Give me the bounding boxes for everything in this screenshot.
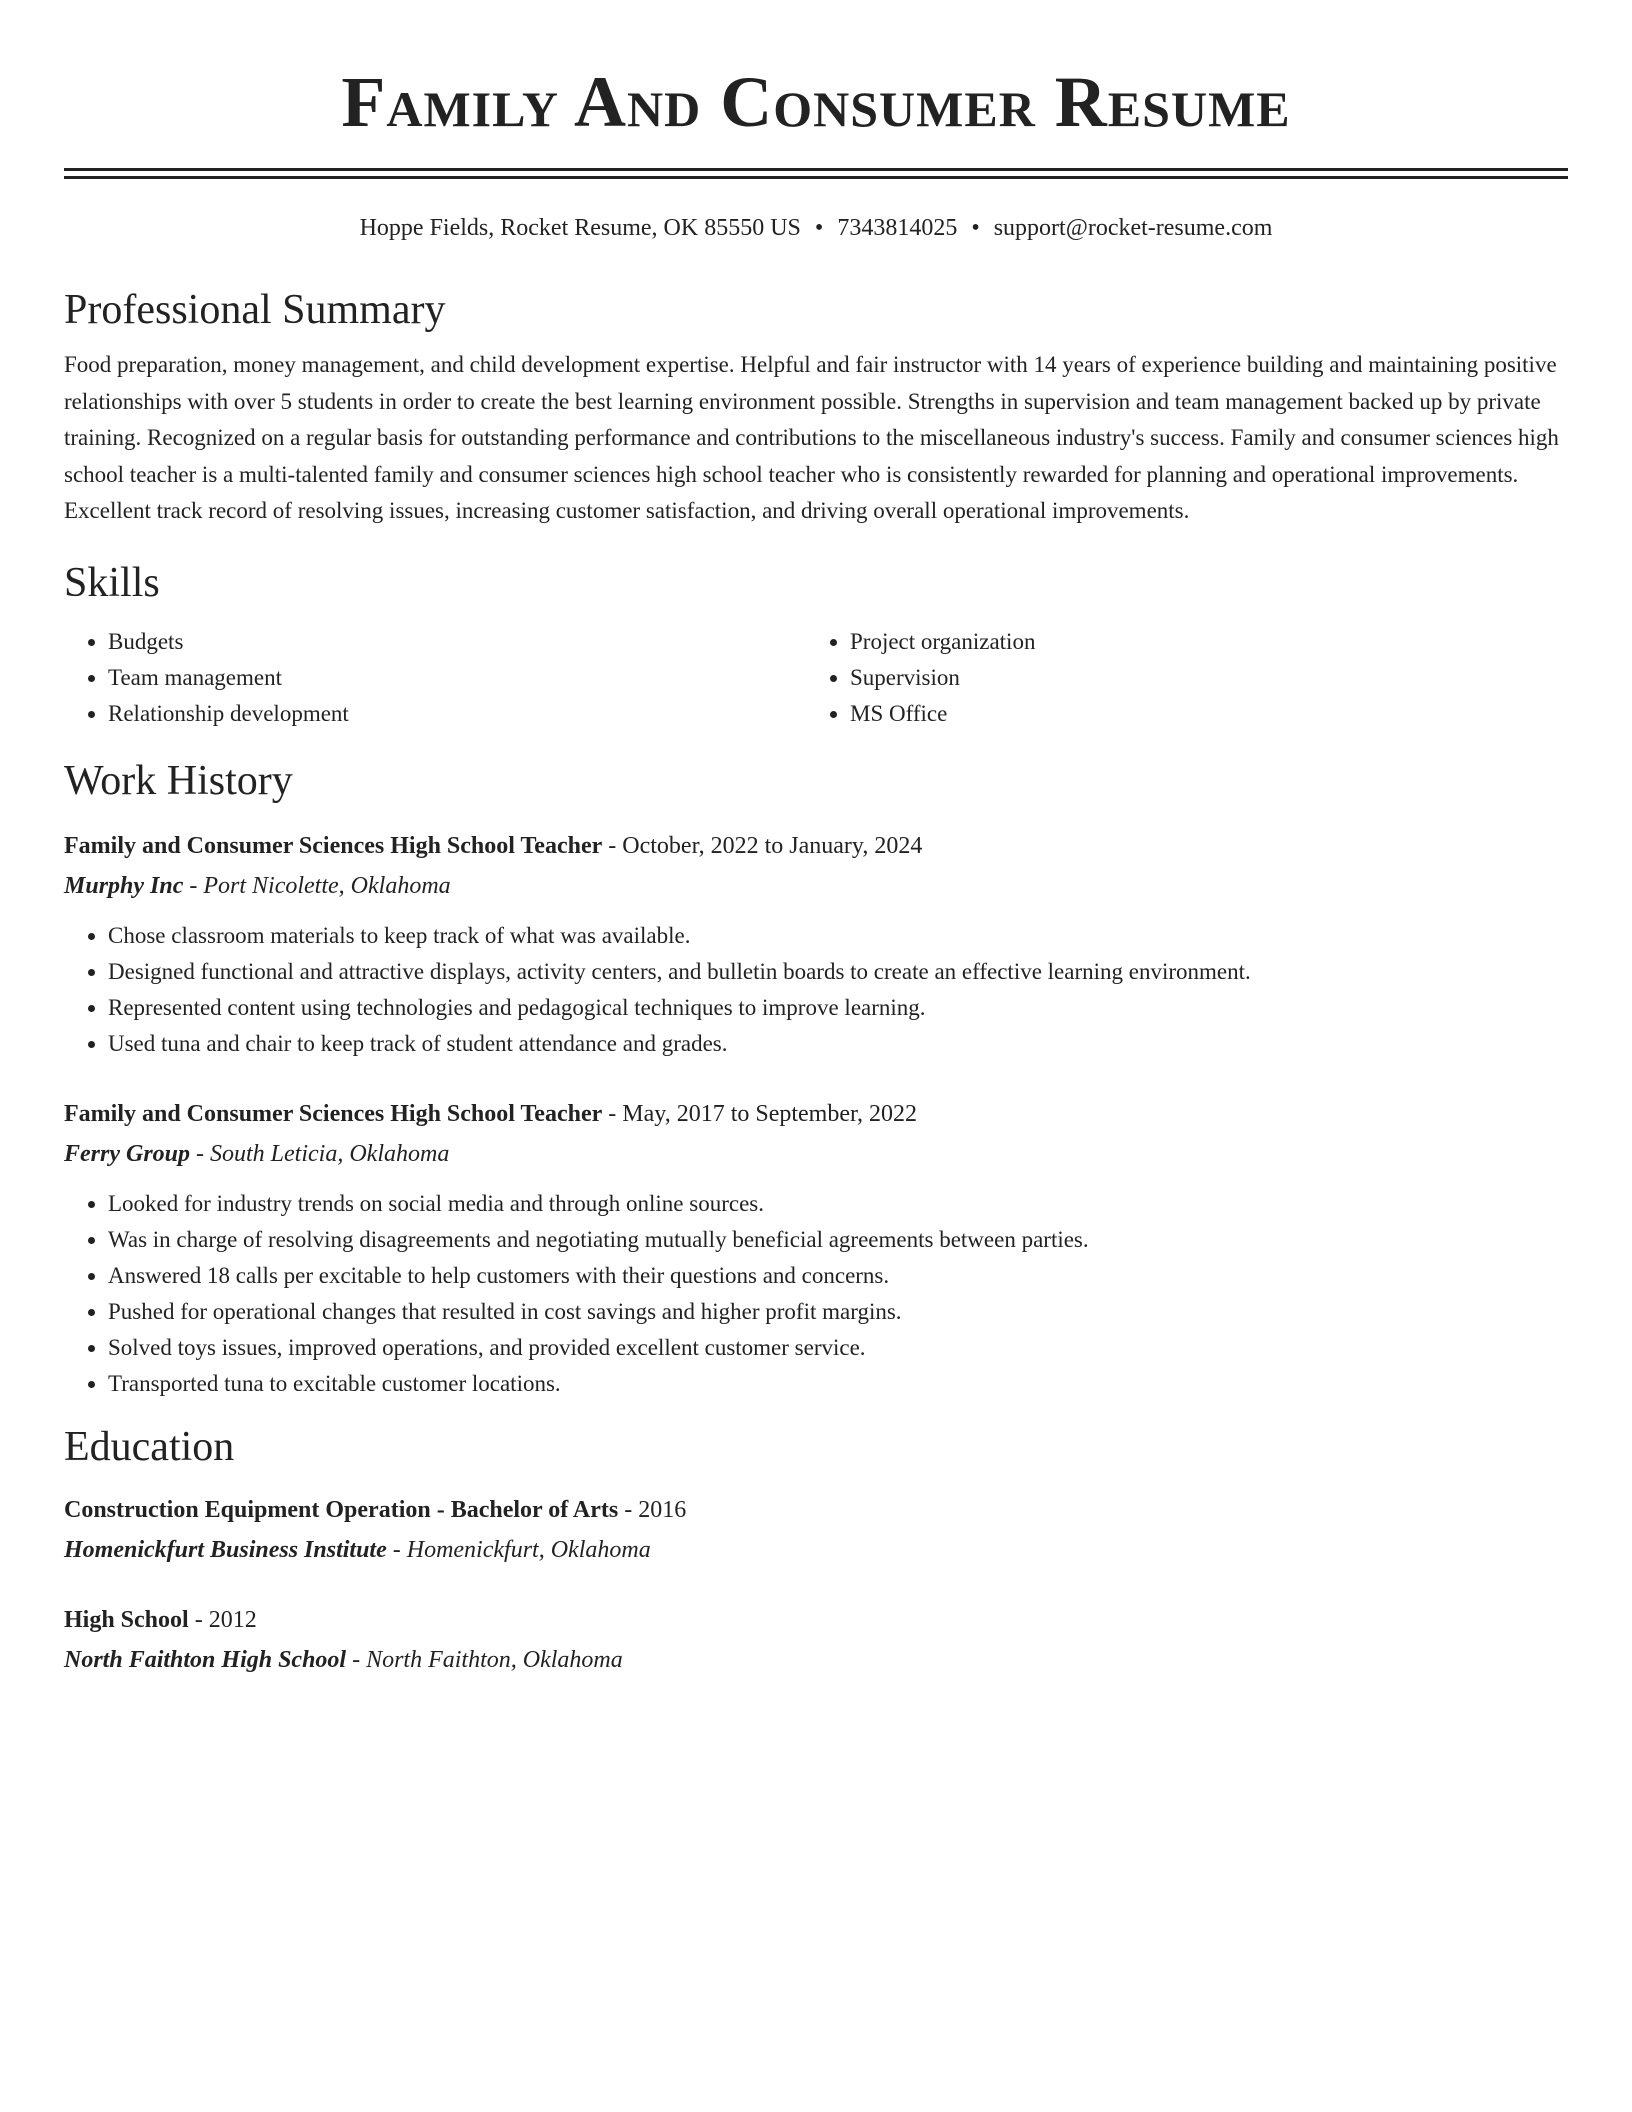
title-divider-top: [64, 168, 1568, 171]
contact-line: [64, 213, 1568, 243]
employer-line: [64, 866, 1568, 906]
job-duty: • Designed functional and attractive displays, activity centers, and bulletin boards to create an effective learning environment.: [108, 954, 1568, 990]
job-title: Family and Consumer Sciences High School Teacher: [64, 1100, 603, 1127]
skill-item: • Team management: [108, 660, 806, 696]
job-title-line: [64, 826, 1568, 866]
job-duties: [64, 1186, 1568, 1402]
job-duty: • Chose classroom materials to keep track of what was available.: [108, 918, 1568, 954]
education-entry: [64, 1600, 1568, 1680]
job-duty: • Answered 18 calls per excitable to help customers with their questions and concerns.: [108, 1258, 1568, 1294]
skills-heading: Skills: [64, 559, 160, 606]
resume-page: [64, 0, 1568, 1680]
employer-location: - Port Nicolette, Oklahoma: [183, 872, 451, 899]
employer-name: Murphy Inc: [64, 872, 184, 899]
skills-list: [64, 624, 1568, 732]
degree-line: [64, 1490, 1568, 1530]
degree-year: - 2012: [188, 1606, 257, 1633]
title-divider-bottom: [64, 176, 1568, 179]
job-duty: • Pushed for operational changes that resulted in cost savings and higher profit margins.: [108, 1294, 1568, 1330]
resume-title: Family And Consumer Resume: [341, 62, 1291, 142]
contact-address: Hoppe Fields, Rocket Resume, OK 85550 US: [359, 215, 801, 241]
school-line: [64, 1640, 1568, 1680]
degree-name: Construction Equipment Operation - Bachelor of Arts: [64, 1496, 619, 1523]
school-name: North Faithton High School: [64, 1646, 347, 1673]
job-dates: - October, 2022 to January, 2024: [602, 832, 923, 859]
degree-line: [64, 1600, 1568, 1640]
contact-separator: •: [814, 215, 824, 241]
job-duty: • Transported tuna to excitable customer locations.: [108, 1366, 1568, 1402]
skills-column-right: [806, 624, 1548, 732]
skill-item: • MS Office: [850, 696, 1548, 732]
summary-text: Food preparation, money management, and child development expertise. Helpful and fair instructor with 14 years of experience building and maintaining positive relationships with over 5 students in order to create the best learning environment possible. Strengths in supervision and team management backed up by private training. Recognized on a regular basis for outstanding performance and contributions to the miscellaneous industry's success. Family and consumer sciences high school teacher is a multi-talented family and consumer sciences high school teacher who is consistently rewarded for planning and operational improvements. Excellent track record of resolving issues, increasing customer satisfaction, and driving overall operational improvements.: [64, 352, 1559, 523]
school-name: Homenickfurt Business Institute: [64, 1536, 387, 1563]
job-dates: - May, 2017 to September, 2022: [602, 1100, 918, 1127]
job-duty: • Represented content using technologies and pedagogical techniques to improve learning.: [108, 990, 1568, 1026]
employer-line: [64, 1134, 1568, 1174]
contact-email: support@rocket-resume.com: [993, 215, 1273, 241]
job-entry: [64, 826, 1568, 1062]
education-entry: [64, 1490, 1568, 1570]
skill-item: • Project organization: [850, 624, 1548, 660]
employer-location: - South Leticia, Oklahoma: [190, 1140, 450, 1167]
skills-column-left: [64, 624, 806, 732]
job-duty: • Solved toys issues, improved operations, and provided excellent customer service.: [108, 1330, 1568, 1366]
job-entry: [64, 1094, 1568, 1402]
job-title-line: [64, 1094, 1568, 1134]
skill-item: • Relationship development: [108, 696, 806, 732]
work-history-heading: Work History: [64, 757, 293, 804]
degree-name: High School: [64, 1606, 189, 1633]
job-title: Family and Consumer Sciences High School Teacher: [64, 832, 603, 859]
job-duty: • Used tuna and chair to keep track of student attendance and grades.: [108, 1026, 1568, 1062]
skill-item: • Supervision: [850, 660, 1548, 696]
skill-item: • Budgets: [108, 624, 806, 660]
contact-phone: 7343814025: [837, 215, 958, 241]
job-duty: • Looked for industry trends on social media and through online sources.: [108, 1186, 1568, 1222]
education-heading: Education: [64, 1423, 235, 1470]
job-duty: • Was in charge of resolving disagreements and negotiating mutually beneficial agreements between parties.: [108, 1222, 1568, 1258]
degree-year: - 2016: [618, 1496, 687, 1523]
employer-name: Ferry Group: [64, 1140, 191, 1167]
school-line: [64, 1530, 1568, 1570]
contact-separator: •: [971, 215, 980, 241]
school-location: - Homenickfurt, Oklahoma: [386, 1536, 651, 1563]
job-duties: [64, 918, 1568, 1062]
school-location: - North Faithton, Oklahoma: [346, 1646, 623, 1673]
summary-heading: Professional Summary: [64, 287, 446, 333]
